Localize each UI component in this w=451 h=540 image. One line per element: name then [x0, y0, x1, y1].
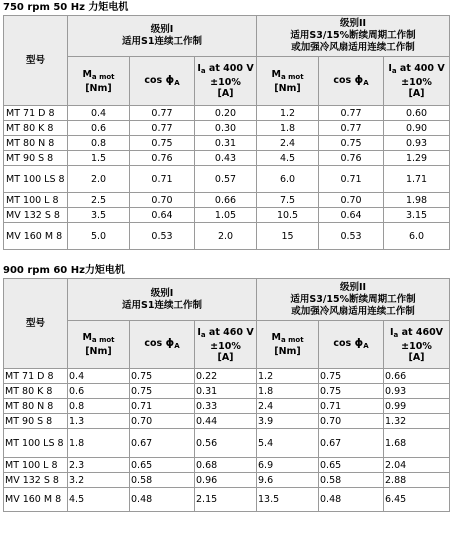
class1-torque-cell: 1.3: [68, 414, 130, 429]
class1-torque-header: [68, 321, 130, 369]
class2-duty: 适用S3/15%断续周期工作制: [290, 293, 416, 305]
class1-current-cell: 0.30: [195, 121, 257, 136]
class2-cos-cell: 0.75: [319, 136, 384, 151]
current-tolerance: ±10%: [401, 340, 432, 352]
torque-unit: [Nm]: [274, 82, 301, 94]
table-row: [4, 384, 450, 399]
phi-symbol: ϕ: [354, 72, 364, 86]
torque-label: [70, 332, 127, 346]
class1-current-cell: 0.43: [195, 151, 257, 166]
torque-subscript: a mot: [280, 336, 304, 344]
cos-label: cos: [144, 338, 166, 349]
class2-cos-cell: 0.48: [319, 488, 384, 512]
class2-cos-cell: 0.71: [319, 399, 384, 414]
table-row: [4, 208, 450, 223]
class1-current-cell: 0.31: [195, 384, 257, 399]
torque-subscript: a mot: [280, 72, 304, 81]
class2-current-cell: 6.0: [384, 223, 450, 250]
class1-cos-cell: 0.76: [130, 151, 195, 166]
section1-body: [4, 106, 450, 250]
current-tolerance: ±10%: [210, 340, 241, 352]
model-cell: MT 80 N 8: [4, 399, 68, 414]
class2-name: 级别II: [339, 18, 367, 29]
table-row: [4, 193, 450, 208]
section1-group-header-row: [4, 16, 450, 57]
class1-duty: 适用S1连续工作制: [122, 36, 202, 47]
model-cell: MV 132 S 8: [4, 208, 68, 223]
current-voltage: at 400 V: [205, 63, 254, 74]
table-row: [4, 136, 450, 151]
class2-current-cell: 1.71: [384, 166, 450, 193]
class1-torque-cell: 3.2: [68, 473, 130, 488]
phi-symbol: ϕ: [165, 72, 175, 86]
current-subscript: a: [200, 67, 206, 75]
class1-cos-cell: 0.53: [130, 223, 195, 250]
class2-torque-cell: 7.5: [257, 193, 319, 208]
model-cell: MT 80 K 8: [4, 121, 68, 136]
torque-label: [70, 69, 127, 83]
current-subscript: a: [200, 330, 206, 339]
current-subscript: a: [391, 67, 397, 75]
class2-current-header: [384, 321, 450, 369]
class1-torque-cell: 5.0: [68, 223, 130, 250]
class1-torque-cell: 2.5: [68, 193, 130, 208]
current-symbol: I: [197, 63, 201, 74]
class1-cos-cell: 0.64: [130, 208, 195, 223]
class1-cos-cell: 0.77: [130, 121, 195, 136]
model-header-label: 型号: [25, 54, 45, 66]
class1-current-cell: 0.22: [195, 369, 257, 384]
phi-symbol: ϕ: [354, 336, 364, 349]
current-label: [386, 63, 447, 77]
current-voltage: at 460V: [398, 326, 444, 338]
class2-cos-cell: 0.77: [319, 106, 384, 121]
model-header: [4, 279, 68, 369]
section2-table: [3, 278, 450, 512]
class2-torque-cell: 15: [257, 223, 319, 250]
current-label: [386, 327, 447, 341]
class1-cos-cell: 0.67: [130, 429, 195, 458]
model-cell: MT 100 LS 8: [4, 429, 68, 458]
class2-duty: 适用S3/15%断续周期工作制: [290, 30, 416, 41]
model-cell: MT 100 LS 8: [4, 166, 68, 193]
section2-title: 900 rpm 60 Hz力矩电机: [3, 265, 125, 276]
class1-current-cell: 0.33: [195, 399, 257, 414]
section2-group-header-row: [4, 279, 450, 321]
table-row: [4, 151, 450, 166]
table-row: [4, 121, 450, 136]
class2-cos-cell: 0.64: [319, 208, 384, 223]
cos-label: cos: [333, 74, 355, 86]
current-voltage: at 400 V: [396, 63, 445, 74]
model-cell: MV 160 M 8: [4, 223, 68, 250]
torque-unit: [Nm]: [85, 82, 112, 94]
torque-symbol: M: [82, 332, 92, 343]
class1-current-cell: 0.96: [195, 473, 257, 488]
table-row: [4, 369, 450, 384]
class1-header: [68, 16, 257, 57]
current-unit: [A]: [217, 351, 234, 363]
class1-cos-cell: 0.71: [130, 166, 195, 193]
class2-torque-cell: 2.4: [257, 136, 319, 151]
torque-subscript: a mot: [91, 336, 115, 344]
class1-torque-cell: 0.4: [68, 106, 130, 121]
torque-symbol: M: [82, 68, 92, 80]
class1-torque-header: [68, 57, 130, 106]
model-header-label: 型号: [25, 317, 45, 329]
class2-cos-cell: 0.70: [319, 193, 384, 208]
class1-current-cell: 1.05: [195, 208, 257, 223]
current-subscript: a: [393, 330, 399, 339]
class1-cos-cell: 0.70: [130, 193, 195, 208]
table-row: [4, 414, 450, 429]
class1-cos-cell: 0.70: [130, 414, 195, 429]
class2-torque-cell: 13.5: [257, 488, 319, 512]
model-cell: MT 80 N 8: [4, 136, 68, 151]
cos-subscript: A: [174, 342, 180, 350]
class2-current-cell: 0.93: [384, 136, 450, 151]
model-cell: MT 90 S 8: [4, 151, 68, 166]
class1-current-cell: 0.31: [195, 136, 257, 151]
class2-current-cell: 3.15: [384, 208, 450, 223]
table-row: [4, 106, 450, 121]
class1-torque-cell: 1.5: [68, 151, 130, 166]
class2-cos-cell: 0.67: [319, 429, 384, 458]
torque-symbol: M: [271, 332, 281, 343]
class2-torque-cell: 6.9: [257, 458, 319, 473]
class1-current-header: [195, 57, 257, 106]
class2-torque-cell: 1.2: [257, 106, 319, 121]
torque-label: [259, 69, 316, 83]
class1-current-cell: 0.68: [195, 458, 257, 473]
class2-cos-cell: 0.76: [319, 151, 384, 166]
class2-current-cell: 1.98: [384, 193, 450, 208]
class2-header: [257, 279, 450, 321]
class2-torque-cell: 5.4: [257, 429, 319, 458]
model-cell: MT 80 K 8: [4, 384, 68, 399]
class2-current-cell: 1.32: [384, 414, 450, 429]
class1-current-cell: 2.15: [195, 488, 257, 512]
class2-torque-cell: 9.6: [257, 473, 319, 488]
class1-cos-cell: 0.48: [130, 488, 195, 512]
class2-torque-cell: 4.5: [257, 151, 319, 166]
class1-current-cell: 0.57: [195, 166, 257, 193]
class2-torque-cell: 2.4: [257, 399, 319, 414]
class2-cos-cell: 0.71: [319, 166, 384, 193]
class2-current-cell: 0.90: [384, 121, 450, 136]
class1-cos-cell: 0.75: [130, 136, 195, 151]
class2-torque-cell: 1.2: [257, 369, 319, 384]
torque-label: [259, 332, 316, 346]
table-row: [4, 473, 450, 488]
class1-cos-header: [130, 57, 195, 106]
class1-torque-cell: 0.8: [68, 136, 130, 151]
class2-current-cell: 0.93: [384, 384, 450, 399]
torque-unit: [Nm]: [274, 346, 301, 357]
class2-current-cell: 2.88: [384, 473, 450, 488]
class1-cos-cell: 0.65: [130, 458, 195, 473]
cos-subscript: A: [174, 78, 180, 87]
class1-current-cell: 0.44: [195, 414, 257, 429]
model-cell: MT 71 D 8: [4, 369, 68, 384]
class1-torque-cell: 4.5: [68, 488, 130, 512]
cos-label: cos: [144, 74, 166, 86]
class2-torque-cell: 1.8: [257, 121, 319, 136]
class2-torque-cell: 1.8: [257, 384, 319, 399]
section2-sub-header-row: [4, 321, 450, 369]
class1-name: 级别I: [150, 287, 174, 299]
class2-cos-cell: 0.70: [319, 414, 384, 429]
class2-current-cell: 1.68: [384, 429, 450, 458]
table-row: [4, 458, 450, 473]
section2-body: [4, 369, 450, 512]
model-cell: MT 90 S 8: [4, 414, 68, 429]
class1-current-header: [195, 321, 257, 369]
class2-cos-cell: 0.75: [319, 384, 384, 399]
class1-torque-cell: 0.6: [68, 384, 130, 399]
torque-unit: [Nm]: [85, 346, 112, 357]
class1-torque-cell: 0.4: [68, 369, 130, 384]
class2-name: 级别II: [339, 281, 367, 293]
table-row: [4, 488, 450, 512]
class1-header: [68, 279, 257, 321]
current-unit: [A]: [217, 88, 234, 99]
model-cell: MV 160 M 8: [4, 488, 68, 512]
torque-symbol: M: [271, 68, 281, 80]
section1-table: [3, 15, 450, 250]
current-label: [197, 63, 254, 77]
current-symbol: I: [197, 326, 201, 338]
class1-torque-cell: 0.8: [68, 399, 130, 414]
class1-torque-cell: 3.5: [68, 208, 130, 223]
class2-cos-cell: 0.77: [319, 121, 384, 136]
model-cell: MT 71 D 8: [4, 106, 68, 121]
table-row: [4, 429, 450, 458]
model-cell: MV 132 S 8: [4, 473, 68, 488]
phi-symbol: ϕ: [165, 336, 175, 349]
current-unit: [A]: [408, 88, 425, 99]
class1-current-cell: 2.0: [195, 223, 257, 250]
class2-current-cell: 6.45: [384, 488, 450, 512]
cos-subscript: A: [363, 342, 369, 350]
class2-header: [257, 16, 450, 57]
class1-torque-cell: 0.6: [68, 121, 130, 136]
current-label: [197, 327, 254, 341]
current-symbol: I: [388, 63, 392, 74]
class2-current-cell: 1.29: [384, 151, 450, 166]
model-cell: MT 100 L 8: [4, 458, 68, 473]
class2-torque-header: [257, 57, 319, 106]
class1-cos-cell: 0.77: [130, 106, 195, 121]
class2-duty-alt: 或加强冷风扇适用连续工作制: [291, 42, 415, 53]
class1-cos-cell: 0.71: [130, 399, 195, 414]
class2-cos-cell: 0.75: [319, 369, 384, 384]
model-cell: MT 100 L 8: [4, 193, 68, 208]
current-tolerance: ±10%: [210, 77, 241, 88]
cos-subscript: A: [363, 78, 369, 87]
class1-cos-cell: 0.75: [130, 384, 195, 399]
class1-torque-cell: 1.8: [68, 429, 130, 458]
class2-cos-header: [319, 57, 384, 106]
current-unit: [A]: [408, 351, 425, 363]
class1-name: 级别I: [150, 24, 174, 35]
table-row: [4, 223, 450, 250]
model-header: [4, 16, 68, 106]
current-symbol: I: [390, 326, 394, 338]
class2-cos-cell: 0.65: [319, 458, 384, 473]
class2-torque-cell: 6.0: [257, 166, 319, 193]
class2-cos-cell: 0.58: [319, 473, 384, 488]
class2-current-header: [384, 57, 450, 106]
cos-label: cos: [333, 338, 355, 349]
class1-current-cell: 0.56: [195, 429, 257, 458]
class1-duty: 适用S1连续工作制: [122, 299, 202, 311]
class2-cos-header: [319, 321, 384, 369]
class2-torque-cell: 10.5: [257, 208, 319, 223]
class2-current-cell: 2.04: [384, 458, 450, 473]
class2-duty-alt: 或加强冷风扇适用连续工作制: [291, 305, 415, 317]
class1-current-cell: 0.66: [195, 193, 257, 208]
section1-sub-header-row: [4, 57, 450, 106]
class2-cos-cell: 0.53: [319, 223, 384, 250]
current-tolerance: ±10%: [401, 77, 432, 88]
class1-torque-cell: 2.0: [68, 166, 130, 193]
class1-cos-cell: 0.58: [130, 473, 195, 488]
class1-torque-cell: 2.3: [68, 458, 130, 473]
class2-current-cell: 0.66: [384, 369, 450, 384]
class2-current-cell: 0.99: [384, 399, 450, 414]
class1-current-cell: 0.20: [195, 106, 257, 121]
class2-torque-cell: 3.9: [257, 414, 319, 429]
torque-subscript: a mot: [91, 72, 115, 81]
class2-torque-header: [257, 321, 319, 369]
current-voltage: at 460 V: [205, 326, 254, 338]
class1-cos-cell: 0.75: [130, 369, 195, 384]
table-row: [4, 166, 450, 193]
table-row: [4, 399, 450, 414]
class1-cos-header: [130, 321, 195, 369]
section1-title: 750 rpm 50 Hz 力矩电机: [3, 2, 129, 13]
class2-current-cell: 0.60: [384, 106, 450, 121]
